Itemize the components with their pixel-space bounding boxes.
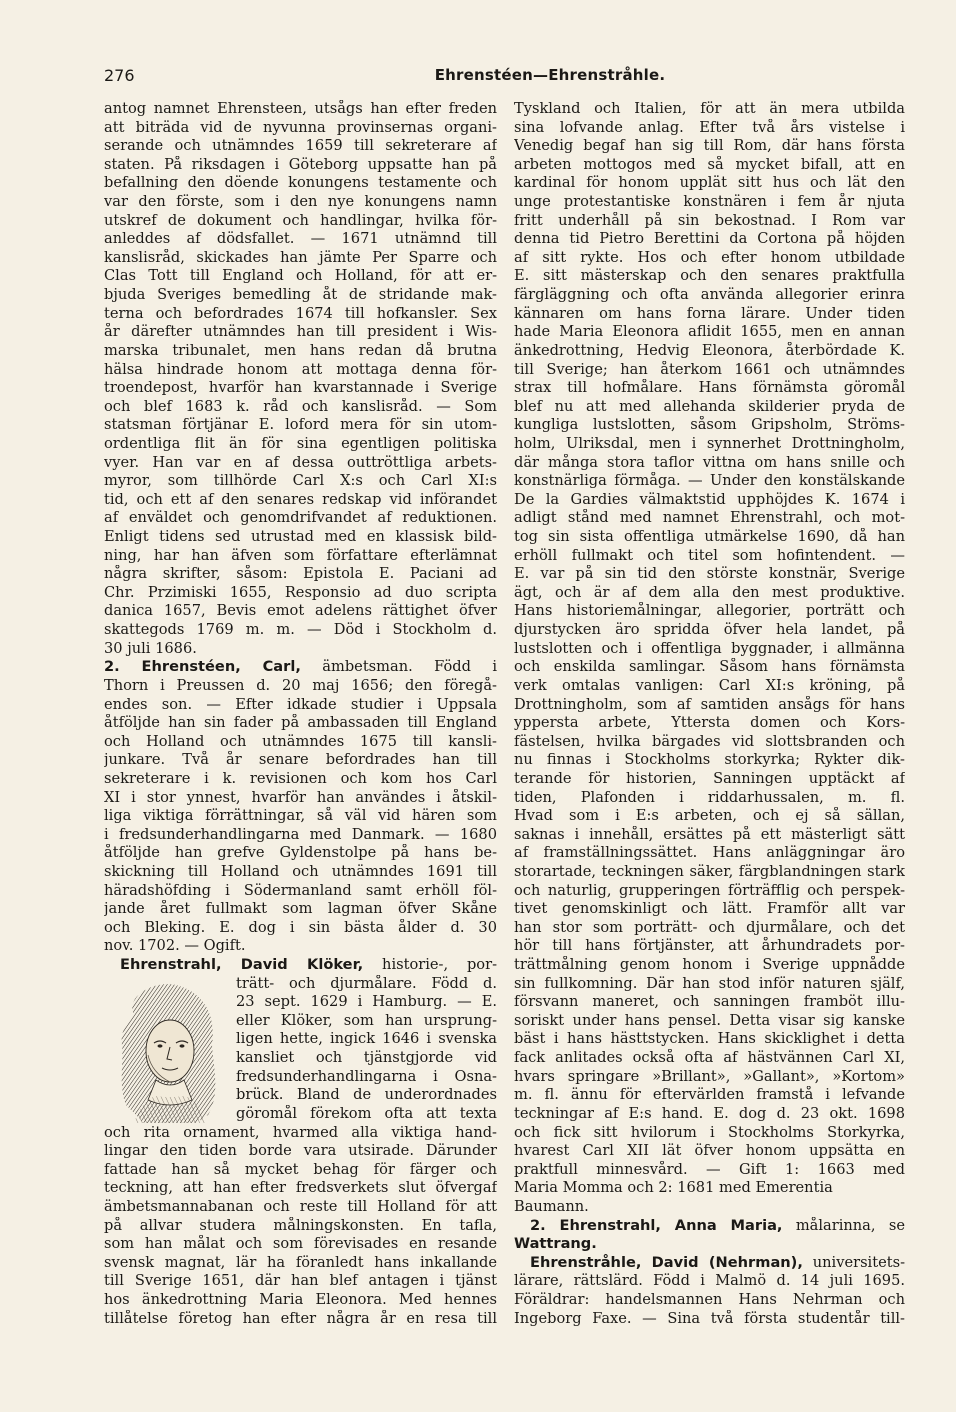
text-line: Maria Momma och 2: 1681 med Emerentia <box>514 1179 833 1197</box>
text-line: m. fl. ännu för eftervärlden framstå i lefvande <box>514 1086 905 1104</box>
text-line: teckning, att han efter fredsverkets slut öfvergaf <box>104 1179 497 1197</box>
right-text-block-a <box>514 100 905 1217</box>
text-line: 30 juli 1686. <box>104 639 197 657</box>
text-line: De la Gardies välmaktstid upphöjdes K. 1674 i <box>514 490 905 508</box>
entry-heading-line-anna-maria <box>514 1217 905 1236</box>
text-line: och enskilda samlingar. Såsom hans förnämsta <box>514 658 905 676</box>
running-title: Ehrenstéen—Ehrenstråhle. <box>434 66 666 84</box>
text-line: han stor som porträtt- och djurmålare, och det <box>514 918 905 936</box>
text-line: 23 sept. 1629 i Hamburg. — E. <box>236 993 497 1011</box>
text-line: nov. 1702. — Ogift. <box>104 937 246 955</box>
entry-heading-carl: 2. Ehrenstéen, Carl, <box>104 658 301 676</box>
text-line: några skrifter, såsom: Epistola E. Paciani ad <box>104 565 497 583</box>
text-line: erhöll fullmakt och titel som hofintendent. — <box>514 546 905 564</box>
text-line: göromål förekom ofta att texta <box>236 1104 497 1122</box>
text-line: hvars springare »Brillant», »Gallant», »Kortom» <box>514 1067 905 1085</box>
text-line: i fredsunderhandlingarna med Danmark. — 1680 <box>104 825 497 843</box>
text-line: och blef 1683 k. råd och kanslisråd. — Som <box>104 397 497 415</box>
text-line: Drottningholm, som af samtiden ansågs för hans <box>514 695 905 713</box>
text-line: fredsunderhandlingarna i Osna- <box>236 1067 497 1085</box>
text-line: Föräldrar: handelsmannen Hans Nehrman och <box>514 1291 905 1308</box>
text-line: på allvar studera målningskonsten. En tafla, <box>104 1216 497 1234</box>
text-line: adligt stånd med namnet Ehrenstrahl, och mot- <box>514 509 905 527</box>
text-line: fattade han så mycket behag för färger och <box>104 1160 497 1178</box>
text-line: arbeten mottogos med så mycket bifall, att en <box>514 155 905 173</box>
text-line: af framställningssättet. Hans anläggningar äro <box>514 844 905 862</box>
text-line: denna tid Pietro Berettini da Cortona på höjden <box>514 230 905 248</box>
text-line: var den förste, som i den nye konungens namn <box>104 193 497 211</box>
text-line: att biträda vid de nyvunna provinsernas organi- <box>104 118 497 136</box>
text-line: lärare, rättslärd. Född i Malmö d. 14 juli 1695. <box>514 1272 905 1290</box>
text-line: af sitt rykte. Hos och efter honom utbildade <box>514 248 905 266</box>
text-line: lingar den tiden borde vara utsirade. Därunder <box>104 1142 497 1160</box>
text-line: där många stora taflor vittna om hans snille och <box>514 453 905 471</box>
text-line: och Bleking. E. dog i sin bästa ålder d. 30 <box>104 918 497 936</box>
text-line: hade Maria Eleonora aflidit 1655, men en annan <box>514 323 905 341</box>
text-line: trättmålning genom honom i Sverige uppnådde <box>514 956 905 974</box>
text-line: tog sin sista offentliga utmärkelse 1690, då han <box>514 528 905 546</box>
text-line: XI i stor ynnest, hvarför han användes i åtskil- <box>104 788 497 806</box>
text-line: hvarest Carl XII lät öfver honom uppsätta en <box>514 1142 905 1160</box>
text-line: till Sverige 1651, där han blef antagen i tjänst <box>104 1272 497 1290</box>
text-line: staten. På riksdagen i Göteborg uppsatte han på <box>104 155 497 173</box>
text-line: brück. Bland de underordnades <box>236 1086 497 1104</box>
text-line: praktfull minnesvård. — Gift 1: 1663 med <box>514 1160 905 1178</box>
text-line: storartade, teckningen säker, färgblandningen stark <box>514 862 905 880</box>
page-number: 276 <box>104 66 135 85</box>
text-line: djurstycken äro spridda öfver hela landet, på <box>514 621 905 639</box>
text-line: soriskt under hans pensel. Detta visar sig kanske <box>514 1011 905 1029</box>
text-line: marska tribunalet, men hans redan då brutna <box>104 341 497 359</box>
text-line: befallning den döende konungens testamente och <box>104 174 497 192</box>
crossref-wattrang: Wattrang. <box>514 1235 597 1253</box>
portrait-illustration <box>104 975 230 1125</box>
text-line: åtföljde han sin fader på ambassaden till England <box>104 714 497 732</box>
text-line: tid, och ett af den senares redskap vid införandet <box>104 490 497 508</box>
portrait-engraving <box>104 975 230 1125</box>
entry-heading-rest: historie-, por- <box>382 956 497 974</box>
text-line: kungliga lustslotten, såsom Gripsholm, Ströms- <box>514 416 905 434</box>
text-line: terande för historien, Sanningen upptäckt af <box>514 769 905 787</box>
text-line: fästelsen, hvilka bärgades vid slottsbranden och <box>514 732 905 750</box>
text-line: år därefter utnämndes han till president i Wis- <box>104 323 497 341</box>
text-line: Thorn i Preussen d. 20 maj 1656; den föregå- <box>104 676 497 694</box>
entry-crossref-line <box>514 1235 905 1254</box>
left-text-block-b <box>104 677 497 956</box>
text-line: Chr. Przimiski 1655, Responsio ad duo scripta <box>104 583 497 601</box>
text-line: Baumann. <box>514 1197 589 1215</box>
text-line: antog namnet Ehrensteen, utsågs han efter freden <box>104 100 497 117</box>
text-line: ordentliga flit än för sina egentligen politiska <box>104 434 497 452</box>
text-line: anleddes af dödsfallet. — 1671 utnämnd till <box>104 230 497 248</box>
text-line: och Holland och utnämndes 1675 till kansli- <box>104 732 497 750</box>
text-line: kanslisråd, skickades han jämte Per Sparre och <box>104 248 497 266</box>
text-line: danica 1657, Bevis emot adelens rättighet öfver <box>104 602 497 620</box>
text-line: Hvad som i E:s arbeten, och ej så sällan, <box>514 807 905 825</box>
text-line: kännaren om hans forna lärare. Under tiden <box>514 304 905 322</box>
text-line: myror, som tillhörde Carl X:s och Carl XI:s <box>104 472 497 490</box>
text-line: bäst i hans hästtstycken. Hans skicklighet i detta <box>514 1030 905 1048</box>
text-line: kansliet och tjänstgjorde vid <box>236 1049 497 1067</box>
entry-heading-ehrenstrahl: Ehrenstrahl, David Klöker, <box>120 956 364 974</box>
text-line: lustslotten och i offentliga byggnader, i allmänna <box>514 639 905 657</box>
text-line: och naturlig, grupperingen förträfflig och perspek- <box>514 881 905 899</box>
text-line: strax till hofmålare. Hans förnämsta göromål <box>514 379 905 397</box>
text-line: eller Klöker, som han ursprung- <box>236 1011 497 1029</box>
text-line: ning, har han äfven som författare efterlämnat <box>104 546 497 564</box>
entry-heading-rest: målarinna, se <box>795 1216 905 1234</box>
text-line: Clas Tott till England och Holland, för att er- <box>104 267 497 285</box>
text-line: E. var på sin tid den störste konstnär, Sverige <box>514 565 905 583</box>
text-line: och fick sitt hvilorum i Stockholms Storkyrka, <box>514 1123 905 1141</box>
text-line: sekreterare i k. revisionen och kom hos Carl <box>104 769 497 787</box>
entry-heading-rest: ämbetsman. Född i <box>322 658 497 676</box>
text-line: svensk magnat, lär ha föranledt hans inkallande <box>104 1253 497 1271</box>
text-line: jande året fullmakt som lagman öfver Skåne <box>104 900 497 918</box>
entry-heading-anna-maria: 2. Ehrenstrahl, Anna Maria, <box>530 1216 783 1234</box>
entry-heading-rest: universitets- <box>812 1253 905 1271</box>
text-line: tivet genomskinligt och lätt. Framför allt var <box>514 900 905 918</box>
text-line: terna och befordrades 1674 till hofkansler. Sex <box>104 304 497 322</box>
text-line: skattegods 1769 m. m. — Död i Stockholm d. <box>104 621 497 639</box>
text-line: Ingeborg Faxe. — Sina två första studentår till- <box>514 1309 905 1327</box>
entry-heading-nehrman: Ehrenstråhle, David (Nehrman), <box>530 1253 803 1271</box>
text-line: junkare. Två år senare befordrades han till <box>104 751 497 769</box>
text-line: kardinal för honom upplät sitt hus och lät den <box>514 174 905 192</box>
text-line: af enväldet och genomdrifvandet af reduktionen. <box>104 509 497 527</box>
text-line: saknas i innehåll, ersättes på ett mästerligt sätt <box>514 825 905 843</box>
right-column <box>514 100 905 1328</box>
entry-heading-line-ehrenstrahl <box>104 956 497 975</box>
text-line: ämbetsmannabanan och reste till Holland för att <box>104 1197 497 1215</box>
text-line: liga viktiga förrättningar, så väl vid hären som <box>104 807 497 825</box>
text-line: Hans historiemålningar, allegorier, porträtt och <box>514 602 905 620</box>
text-line: sin fullkomning. Där han stod inför naturen själf, <box>514 974 905 992</box>
left-text-block-c <box>104 1124 497 1329</box>
text-line: häradshöfding i Södermanland samt erhöll föl- <box>104 881 497 899</box>
text-line: tiden, Plafonden i riddarhussalen, m. fl. <box>514 788 905 806</box>
text-line: till Sverige; han återkom 1661 och utnämndes <box>514 360 905 378</box>
entry-heading-line <box>104 658 497 677</box>
text-line: Enligt tidens sed utrustad med en klassisk bild- <box>104 528 497 546</box>
text-line: fritt underhåll på sin bekostnad. I Rom var <box>514 211 905 229</box>
text-line: ligen hette, ingick 1646 i svenska <box>236 1030 497 1048</box>
text-line: endes son. — Efter idkade studier i Uppsala <box>104 695 497 713</box>
text-line: E. sitt mästerskap och den senares praktfulla <box>514 267 905 285</box>
text-line: och rita ornament, hvarmed alla viktiga hand- <box>104 1123 497 1141</box>
text-line: försvann maneret, och sanningen framböt illu- <box>514 993 905 1011</box>
text-line: hos änkedrottning Maria Eleonora. Med hennes <box>104 1291 497 1308</box>
text-line: yppersta arbete, Yttersta domen och Kors- <box>514 714 905 732</box>
text-line: som han målat och som förevisades en resande <box>104 1235 497 1253</box>
text-line: vyer. Han var en af dessa outtröttliga arbets- <box>104 453 497 471</box>
text-line: statsman förtjänar E. loford mera för sin utom- <box>104 416 497 434</box>
right-text-block-b <box>514 1272 905 1328</box>
text-line: åtföljde han grefve Gyldenstolpe på hans be- <box>104 844 497 862</box>
left-text-block-a <box>104 100 497 658</box>
text-line: Tyskland och Italien, för att än mera utbilda <box>514 100 905 117</box>
running-head <box>104 66 906 90</box>
text-line: serande och utnämndes 1659 till sekreterare af <box>104 137 497 155</box>
text-line: fack anlitades också ofta af hästvännen Carl XI, <box>514 1049 905 1067</box>
text-line: blef nu att med allehanda skilderier pryda de <box>514 397 905 415</box>
text-line: ägt, och är af dem alla den mest produktive. <box>514 583 905 601</box>
text-line: tillåtelse företog han efter några år en resa till <box>104 1309 497 1327</box>
text-line: teckningar af E:s hand. E. dog d. 23 okt. 1698 <box>514 1104 905 1122</box>
text-line: hör till hans förtjänster, att århundradets por- <box>514 937 905 955</box>
text-line: troendepost, hvarför han kvarstannade i Sverige <box>104 379 497 397</box>
text-line: färgläggning och ofta använda allegorier erinra <box>514 286 905 304</box>
text-line: utskref de dokument och handlingar, hvilka för- <box>104 211 497 229</box>
text-line: hälsa hindrade honom att mottaga denna för- <box>104 360 497 378</box>
left-wrapped-text <box>236 975 497 1124</box>
text-line: sina lofvande anlag. Efter två års vistelse i <box>514 118 905 136</box>
text-line: änkedrottning, Hedvig Eleonora, återbördade K. <box>514 341 905 359</box>
text-line: skickning till Holland och utnämndes 1691 till <box>104 862 497 880</box>
text-line: konstnärliga förmåga. — Under den konstälskande <box>514 472 905 490</box>
text-line: verk omtalas vanligen: Carl XI:s kröning, på <box>514 676 905 694</box>
text-line: Venedig begaf han sig till Rom, där hans första <box>514 137 905 155</box>
entry-heading-line-nehrman <box>514 1254 905 1273</box>
text-line: nu finnas i Stockholms storkyrka; Rykter dik- <box>514 751 905 769</box>
text-line: unge protestantiske konstnären i fem år njuta <box>514 193 905 211</box>
left-column <box>104 100 497 1328</box>
text-line: holm, Ulriksdal, men i synnerhet Drottningholm, <box>514 434 905 452</box>
text-line: bjuda Sveriges bemedling åt de stridande mak- <box>104 286 497 304</box>
text-line: trätt- och djurmålare. Född d. <box>236 974 497 992</box>
